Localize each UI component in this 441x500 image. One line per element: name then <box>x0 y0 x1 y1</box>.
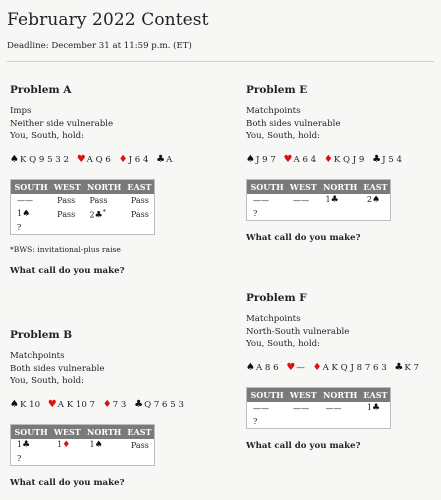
hand <box>246 154 407 166</box>
problem-title: Problem F <box>246 292 307 304</box>
question-text: What call do you make? <box>10 266 125 277</box>
auction-row <box>247 207 391 221</box>
call: —— <box>253 403 269 413</box>
auction-row <box>11 194 155 207</box>
header-south: SOUTH <box>11 424 52 439</box>
call: 1♣ <box>366 403 381 414</box>
call <box>320 207 361 221</box>
spade-cards: K Q 9 5 3 2 <box>19 154 69 165</box>
question-text: What call do you make? <box>246 440 361 451</box>
hold-line: You, South, hold: <box>10 131 84 142</box>
heart-icon: ♥ <box>286 361 296 373</box>
call: Pass <box>130 195 149 205</box>
footnote: *BWS: invitational-plus raise <box>10 245 121 255</box>
problem-e <box>246 84 407 243</box>
question-text: What call do you make? <box>10 477 125 488</box>
auction-row <box>11 221 155 235</box>
vulnerability-line: Both sides vulnerable <box>246 118 341 129</box>
header-east: EAST <box>125 424 155 439</box>
scoring-line: Matchpoints <box>10 351 65 361</box>
auction-row <box>247 402 391 415</box>
header-south: SOUTH <box>247 387 288 402</box>
auction-header <box>247 179 391 194</box>
call: 1♠ <box>89 440 103 451</box>
diamond-cards: A K Q J 8 7 6 3 <box>322 362 387 373</box>
spade-cards: K 10 <box>19 399 41 410</box>
call: Pass <box>130 440 149 450</box>
heart-cards: A K 10 7 <box>57 399 95 410</box>
diamond-icon: ♦ <box>312 361 322 373</box>
spade-icon: ♠ <box>10 398 19 410</box>
header-east: EAST <box>361 387 391 402</box>
club-cards: A <box>166 154 173 165</box>
call: 2♣* <box>89 207 106 221</box>
hand <box>10 399 189 411</box>
call: —— <box>17 195 33 205</box>
auction-header <box>11 424 155 439</box>
header-north: NORTH <box>84 424 125 439</box>
auction-row <box>11 439 155 452</box>
diamond-icon: ♦ <box>118 153 128 165</box>
problem-f <box>246 292 424 451</box>
hold-line: You, South, hold: <box>10 376 84 387</box>
call <box>84 452 125 466</box>
call: —— <box>325 403 342 413</box>
call: 2♠ <box>366 195 381 206</box>
call <box>125 452 155 466</box>
call <box>84 221 125 235</box>
header-north: NORTH <box>320 179 361 194</box>
call: Pass <box>57 195 76 205</box>
header-east: EAST <box>125 179 155 194</box>
scoring-line: Imps <box>10 106 32 116</box>
club-icon: ♣ <box>156 153 166 165</box>
problem-title: Problem E <box>246 84 308 96</box>
auction-header <box>11 179 155 194</box>
vulnerability-line: Neither side vulnerable <box>10 118 114 129</box>
header-west: WEST <box>287 387 319 402</box>
auction-row <box>11 452 155 466</box>
page-title: February 2022 Contest <box>7 10 209 30</box>
call: Pass <box>130 209 149 219</box>
call <box>361 415 391 429</box>
hold-line: You, South, hold: <box>246 339 320 350</box>
heart-cards: A 6 4 <box>293 154 317 165</box>
call: —— <box>293 403 310 413</box>
deadline-text: Deadline: December 31 at 11:59 p.m. (ET) <box>7 41 192 51</box>
club-cards: Q 7 6 5 3 <box>144 399 184 410</box>
header-west: WEST <box>51 179 83 194</box>
spade-icon: ♠ <box>246 153 255 165</box>
club-icon: ♣ <box>372 153 382 165</box>
call <box>320 415 361 429</box>
header-north: NORTH <box>84 179 125 194</box>
problem-title: Problem A <box>10 84 72 96</box>
diamond-cards: 7 3 <box>112 399 127 410</box>
auction-table <box>10 179 155 236</box>
call: 1♣ <box>325 195 339 206</box>
spade-cards: J 9 7 <box>255 154 276 165</box>
diamond-icon: ♦ <box>323 153 333 165</box>
heart-icon: ♥ <box>47 398 57 410</box>
scoring-line: Matchpoints <box>246 314 301 324</box>
call: ? <box>253 208 258 218</box>
header-north: NORTH <box>320 387 361 402</box>
call: ? <box>17 223 22 233</box>
auction-row <box>11 207 155 222</box>
club-cards: K 7 <box>404 362 420 373</box>
auction-table <box>10 424 155 466</box>
hand <box>246 362 424 374</box>
call: ? <box>17 453 22 463</box>
divider <box>7 61 434 62</box>
question-text: What call do you make? <box>246 232 361 243</box>
spade-icon: ♠ <box>246 361 255 373</box>
vulnerability-line: North-South vulnerable <box>246 326 350 337</box>
diamond-icon: ♦ <box>102 398 112 410</box>
diamond-cards: K Q J 9 <box>333 154 365 165</box>
spade-cards: A 8 6 <box>255 362 279 373</box>
club-icon: ♣ <box>394 361 404 373</box>
problem-title: Problem B <box>10 329 73 341</box>
call <box>51 221 83 235</box>
call: 1♦ <box>57 440 71 451</box>
auction-table <box>246 179 391 221</box>
club-cards: J 5 4 <box>382 154 402 165</box>
scoring-line: Matchpoints <box>246 106 301 116</box>
call: 1♠ <box>17 209 31 220</box>
call <box>287 415 319 429</box>
auction-row <box>247 194 391 207</box>
call <box>125 221 155 235</box>
call <box>287 207 319 221</box>
club-icon: ♣ <box>134 398 144 410</box>
call: —— <box>253 195 269 205</box>
hold-line: You, South, hold: <box>246 131 320 142</box>
call: ? <box>253 416 258 426</box>
header-west: WEST <box>287 179 319 194</box>
problem-b <box>10 329 189 488</box>
auction-table <box>246 387 391 429</box>
auction-header <box>247 387 391 402</box>
header-south: SOUTH <box>11 179 52 194</box>
header-west: WEST <box>51 424 83 439</box>
vulnerability-line: Both sides vulnerable <box>10 363 105 374</box>
header-east: EAST <box>361 179 391 194</box>
heart-icon: ♥ <box>76 153 86 165</box>
diamond-cards: J 6 4 <box>128 154 149 165</box>
heart-cards: — <box>296 362 305 373</box>
spade-icon: ♠ <box>10 153 19 165</box>
call: —— <box>293 195 310 205</box>
call <box>361 207 391 221</box>
call: Pass <box>89 195 108 205</box>
call <box>51 452 83 466</box>
header-south: SOUTH <box>247 179 288 194</box>
auction-row <box>247 415 391 429</box>
problem-a <box>10 84 177 276</box>
heart-icon: ♥ <box>283 153 293 165</box>
call: 1♣ <box>17 440 31 451</box>
hand <box>10 154 177 166</box>
heart-cards: A Q 6 <box>86 154 111 165</box>
call: Pass <box>57 209 76 219</box>
